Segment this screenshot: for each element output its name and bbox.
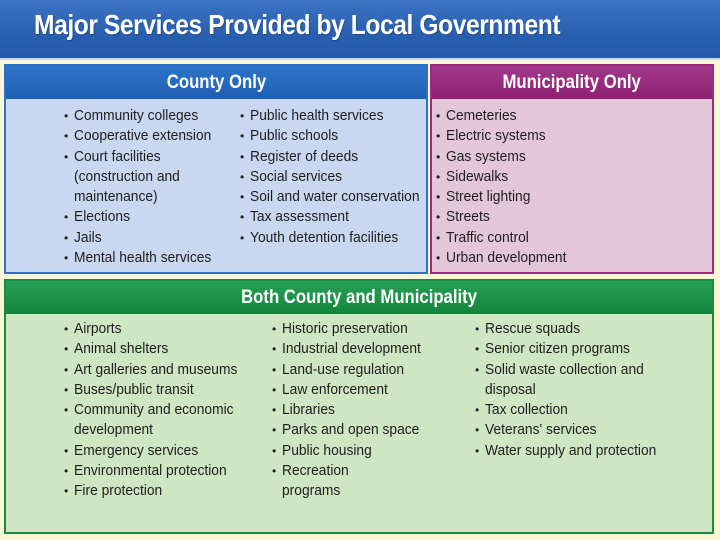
both-heading-text: Both County and Municipality bbox=[241, 287, 477, 308]
list-item: • Court facilities bbox=[64, 147, 223, 167]
list-item: • Tax assessment bbox=[240, 207, 434, 227]
list-item: • Rescue squads bbox=[475, 319, 671, 339]
list-item: • Fire protection bbox=[64, 481, 252, 501]
list-item: • Solid waste collection and bbox=[475, 360, 671, 380]
county-only-heading bbox=[6, 66, 426, 99]
list-item: • Environmental protection bbox=[64, 461, 252, 481]
list-item: • Elections bbox=[64, 207, 223, 227]
list-item: • Libraries bbox=[272, 400, 433, 420]
list-item: • Emergency services bbox=[64, 441, 252, 461]
county-only-heading-text: County Only bbox=[166, 72, 266, 93]
list-item: • Traffic control bbox=[436, 228, 577, 248]
list-item: • Buses/public transit bbox=[64, 380, 252, 400]
list-item: • Historic preservation bbox=[272, 319, 433, 339]
list-item: • Public health services bbox=[240, 106, 434, 126]
list-item-continuation: programs bbox=[282, 482, 341, 500]
list-item: • Art galleries and museums bbox=[64, 360, 252, 380]
list-item: • Jails bbox=[64, 228, 223, 248]
list-item: • Cooperative extension bbox=[64, 126, 223, 146]
list-item: • Social services bbox=[240, 167, 434, 187]
list-item: • Streets bbox=[436, 207, 577, 227]
list-item: • Industrial development bbox=[272, 339, 433, 359]
list-item: • Tax collection bbox=[475, 400, 671, 420]
list-item-continuation: maintenance) bbox=[74, 188, 158, 206]
list-item: • Law enforcement bbox=[272, 380, 433, 400]
list-item: • Land-use regulation bbox=[272, 360, 433, 380]
list-item: • Community colleges bbox=[64, 106, 223, 126]
list-item: • Gas systems bbox=[436, 147, 577, 167]
list-item: • Sidewalks bbox=[436, 167, 577, 187]
both-list-col1 bbox=[64, 319, 252, 502]
both-heading bbox=[6, 281, 712, 314]
list-item: • Airports bbox=[64, 319, 252, 339]
list-item: • Mental health services bbox=[64, 248, 223, 268]
municipality-list bbox=[436, 106, 577, 268]
list-item: • Register of deeds bbox=[240, 147, 434, 167]
list-item-continuation: development bbox=[74, 421, 154, 439]
title-banner bbox=[0, 0, 720, 60]
list-item: • Urban development bbox=[436, 248, 577, 268]
both-list-col3 bbox=[475, 319, 671, 461]
municipality-only-heading bbox=[432, 66, 712, 99]
county-list-col2 bbox=[240, 106, 434, 248]
list-item: • Soil and water conservation bbox=[240, 187, 434, 207]
municipality-only-panel bbox=[430, 64, 714, 274]
page-title: Major Services Provided by Local Government bbox=[34, 9, 561, 40]
list-item: • Parks and open space bbox=[272, 420, 433, 440]
list-item-continuation: disposal bbox=[485, 380, 536, 398]
list-item: • Senior citizen programs bbox=[475, 339, 671, 359]
list-item: • Public housing bbox=[272, 441, 433, 461]
county-list-col1 bbox=[64, 106, 223, 268]
list-item: • Public schools bbox=[240, 126, 434, 146]
municipality-only-heading-text: Municipality Only bbox=[502, 72, 642, 93]
list-item: • Water supply and protection bbox=[475, 441, 671, 461]
list-item: • Street lighting bbox=[436, 187, 577, 207]
list-item: • Community and economic bbox=[64, 400, 252, 420]
both-panel bbox=[4, 279, 714, 534]
list-item: • Cemeteries bbox=[436, 106, 577, 126]
both-list-col2 bbox=[272, 319, 433, 502]
list-item: • Animal shelters bbox=[64, 339, 252, 359]
list-item: • Veterans' services bbox=[475, 420, 671, 440]
list-item: • Youth detention facilities bbox=[240, 228, 434, 248]
list-item-continuation: (construction and bbox=[74, 167, 180, 185]
county-only-panel bbox=[4, 64, 428, 274]
list-item: • Recreation bbox=[272, 461, 433, 481]
list-item: • Electric systems bbox=[436, 126, 577, 146]
